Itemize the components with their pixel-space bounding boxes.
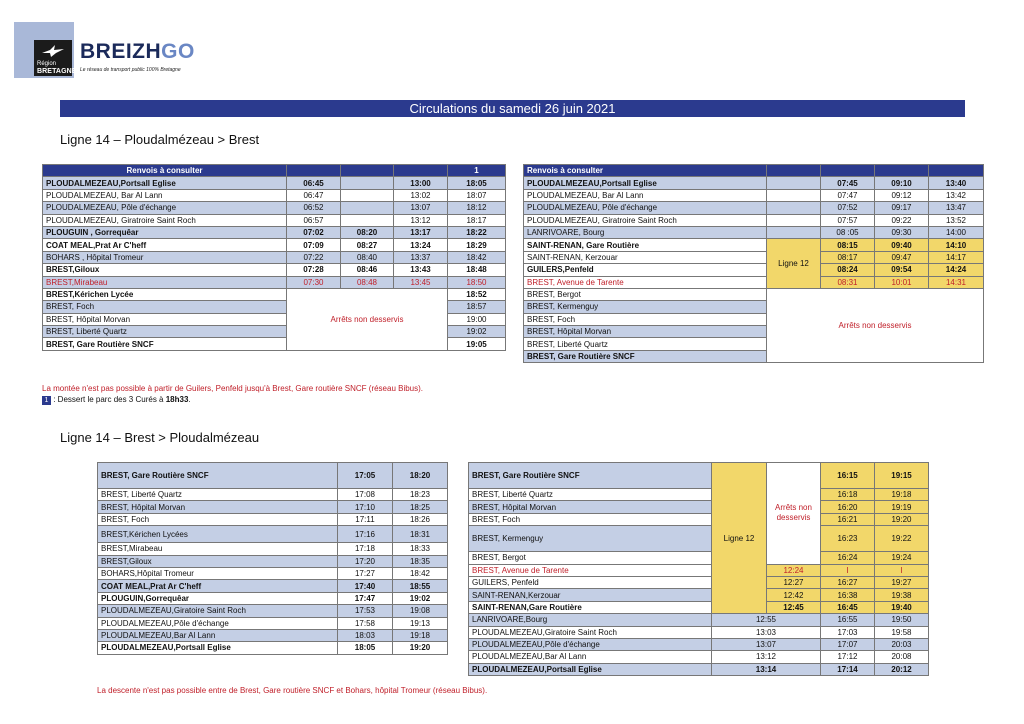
departure-time: 18:23 [393,489,448,501]
stop-name: BREST, Liberté Quartz [98,489,338,501]
departure-time: 08:46 [341,264,394,276]
table-row [469,601,929,613]
departure-time: 17:27 [338,567,393,579]
stop-name: PLOUDALMEZEAU,Portsall Eglise [524,177,767,189]
stop-name: BREST, Foch [43,301,287,313]
departure-time: 20:12 [875,663,929,675]
timetable-outbound-left [42,164,506,351]
table-row [524,189,984,201]
table-row [469,614,929,626]
stop-name: GUILERS,Penfeld [524,264,767,276]
departure-time: 07:45 [821,177,875,189]
table-header-row [98,463,448,489]
departure-time: 19:18 [875,489,929,501]
departure-time: 12:24 [767,564,821,576]
departure-time: 17:53 [338,605,393,617]
departure-time: 18:03 [338,629,393,641]
departure-time: 16:20 [821,501,875,513]
stop-name: BREST, Gare Routière SNCF [98,463,338,489]
departure-time: 07:30 [287,276,341,288]
stop-name: PLOUDALMEZEAU,Giratoire Saint Roch [469,626,712,638]
note-end: . [188,395,191,404]
departure-time: 17:03 [821,626,875,638]
stop-name: BREST, Gare Routière SNCF [43,338,287,350]
departure-time: 08:17 [821,251,875,263]
stop-name: BREST,Giloux [43,264,287,276]
departure-time: 17:18 [338,543,393,555]
table-cell [767,202,821,214]
table-cell [929,165,984,177]
departure-time: 18:17 [448,214,506,226]
stop-name: SAINT-RENAN,Kerzouar [469,589,712,601]
table-row [524,202,984,214]
stop-name: SAINT-RENAN, Kerzouar [524,251,767,263]
departure-time: 16:15 [821,463,875,489]
departure-time: 17:16 [338,526,393,543]
departure-time: 19:20 [393,642,448,654]
stop-name: BREST,Giloux [98,555,338,567]
table-row [98,489,448,501]
bird-icon [41,44,65,58]
table-cell [767,214,821,226]
stop-name: BREST,Mirabeau [43,276,287,288]
table-row [98,592,448,604]
departure-time: 19:18 [393,629,448,641]
note-dessert-parc [42,395,191,405]
departure-time: 09:17 [875,202,929,214]
departure-time: 07:22 [287,251,341,263]
footnote-badge: 1 [42,396,51,405]
departure-time: 16:23 [821,526,875,552]
departure-time: 18:25 [393,501,448,513]
table-row [43,239,506,251]
departure-time: 09:22 [875,214,929,226]
departure-time: 07:09 [287,239,341,251]
departure-time: 13:17 [394,226,448,238]
departure-time: 19:24 [875,552,929,564]
departure-time [341,202,394,214]
departure-time [341,177,394,189]
departure-time: 18:35 [393,555,448,567]
stop-name: BREST, Kermenguy [524,301,767,313]
departure-time: 19:15 [875,463,929,489]
table-cell [767,189,821,201]
departure-time: 08 :05 [821,226,875,238]
departure-time: 08:31 [821,276,875,288]
brand-part-b: GO [161,40,195,63]
departure-time: 13:40 [929,177,984,189]
departure-time: 19:05 [448,338,506,350]
departure-time: 19:50 [875,614,929,626]
departure-time: 13:07 [712,638,821,650]
departure-time: 08:48 [341,276,394,288]
table-row [524,177,984,189]
stop-name: BREST, Liberté Quartz [469,489,712,501]
stop-name: BREST, Gare Routière SNCF [524,350,767,362]
departure-time: 18:31 [393,526,448,543]
departure-time: 17:11 [338,513,393,525]
departure-time: 13:45 [394,276,448,288]
departure-time: 13:43 [394,264,448,276]
departure-time: 07:52 [821,202,875,214]
logo-region: BRETAGNE [37,68,77,75]
table-row [98,580,448,592]
stop-name: PLOUDALMEZEAU,Pôle d'échange [469,638,712,650]
stop-name: LANRIVOARE, Bourg [524,226,767,238]
stop-name: PLOUDALMEZEAU, Giratroire Saint Roch [43,214,287,226]
table-cell [287,165,341,177]
departure-time: 19:08 [393,605,448,617]
stop-name: BREST, Foch [469,513,712,525]
note-time: 18h33 [165,395,189,404]
departure-time: 13:37 [394,251,448,263]
table-row [43,251,506,263]
departure-time: 18:52 [448,288,506,300]
departure-time: 18:22 [448,226,506,238]
departure-time: 18:33 [393,543,448,555]
table-row [469,526,929,552]
departure-time: 13:12 [394,214,448,226]
departure-time: 14:10 [929,239,984,251]
departure-time: 13:00 [394,177,448,189]
departure-time: 19:22 [875,526,929,552]
stop-name: COAT MEAL,Prat Ar C'heff [43,239,287,251]
departure-time: 19:20 [875,513,929,525]
departure-time: 19:19 [875,501,929,513]
stop-name: PLOUGUIN,Gorrequêar [98,592,338,604]
page-title-banner: Circulations du samedi 26 juin 2021 [60,100,965,117]
departure-time: 19:13 [393,617,448,629]
stop-name: LANRIVOARE,Bourg [469,614,712,626]
table-row [43,214,506,226]
departure-time: 07:02 [287,226,341,238]
table-row [469,638,929,650]
departure-time: 18:12 [448,202,506,214]
brand-part-a: BREIZH [80,40,162,63]
table-row [43,288,506,300]
departure-time: 07:57 [821,214,875,226]
departure-time: 16:45 [821,601,875,613]
table-row [98,526,448,543]
table-row [469,626,929,638]
departure-time: 14:31 [929,276,984,288]
table-cell [394,165,448,177]
table-cell [341,165,394,177]
stop-name: PLOUDALMEZEAU,Bar Al Lann [98,629,338,641]
region-bretagne-logo [34,40,77,76]
note-alighting-restriction: La descente n'est pas possible entre de Brest, Gare routière SNCF et Bohars, hôpital Tromeur (réseau Bibus). [97,686,488,695]
departure-time: 17:47 [338,592,393,604]
departure-time: 18:55 [393,580,448,592]
departure-time: 17:14 [821,663,875,675]
departure-time: 18:42 [448,251,506,263]
departure-time: 19:38 [875,589,929,601]
departure-time: 09:54 [875,264,929,276]
stop-name: BOHARS , Hôpital Tromeur [43,251,287,263]
ligne-12-connection: Ligne 12 [712,463,767,614]
departure-time: 13:52 [929,214,984,226]
stop-name: BREST, Avenue de Tarente [524,276,767,288]
table-row [43,177,506,189]
departure-time: 12:55 [712,614,821,626]
table-header-row [524,165,984,177]
departure-time: 17:05 [338,463,393,489]
departure-time: 18:20 [393,463,448,489]
header-renvois: Renvois à consulter [43,165,287,177]
table-row [469,651,929,663]
departure-time: I [875,564,929,576]
departure-time: 06:47 [287,189,341,201]
stop-name: PLOUDALMEZEAU, Pôle d'échange [43,202,287,214]
note-text: : Dessert le parc des 3 Curés à [51,395,166,404]
stop-name: BREST, Bergot [524,288,767,300]
departure-time: 08:40 [341,251,394,263]
stop-name: BREST, Liberté Quartz [524,338,767,350]
departure-time: 16:27 [821,576,875,588]
departure-time: 19:00 [448,313,506,325]
departure-time: 13:03 [712,626,821,638]
table-header-row [43,165,506,177]
departure-time: 18:48 [448,264,506,276]
table-cell [875,165,929,177]
table-row [524,288,984,300]
non-served-stops-label: Arrêts non desservis [287,288,448,350]
departure-time: 06:45 [287,177,341,189]
table-row [43,189,506,201]
table-cell [767,177,821,189]
table-row [469,489,929,501]
departure-time: 20:03 [875,638,929,650]
departure-time: 14:00 [929,226,984,238]
stop-name: BREST, Foch [524,313,767,325]
table-row [469,589,929,601]
departure-time: 13:07 [394,202,448,214]
departure-time: 17:10 [338,501,393,513]
departure-time: 16:18 [821,489,875,501]
departure-time: 09:30 [875,226,929,238]
table-row [98,543,448,555]
table-row [469,663,929,675]
table-row [98,501,448,513]
departure-time: 10:01 [875,276,929,288]
stop-name: BREST,Mirabeau [98,543,338,555]
departure-time: 08:20 [341,226,394,238]
departure-time: 19:27 [875,576,929,588]
departure-time: 17:12 [821,651,875,663]
departure-time: 18:05 [448,177,506,189]
stop-name: PLOUDALMEZEAU,Pôle d'échange [98,617,338,629]
departure-time: 18:42 [393,567,448,579]
departure-time: 18:29 [448,239,506,251]
stop-name: PLOUDALMEZEAU, Pôle d'échange [524,202,767,214]
departure-time: 17:40 [338,580,393,592]
table-row [98,605,448,617]
stop-name: BREST, Foch [98,513,338,525]
stop-name: BREST, Hôpital Morvan [43,313,287,325]
departure-time: 17:08 [338,489,393,501]
table-row [98,642,448,654]
header-footnote-1: 1 [448,165,506,177]
table-row [469,564,929,576]
departure-time: 17:20 [338,555,393,567]
departure-time: I [821,564,875,576]
departure-time: 20:08 [875,651,929,663]
brand-tagline: Le réseau de transport public 100% Bretagne [80,67,181,73]
departure-time: 16:21 [821,513,875,525]
departure-time: 12:42 [767,589,821,601]
table-row [98,555,448,567]
stop-name: PLOUDALMEZEAU,Portsall Eglise [43,177,287,189]
stop-name: PLOUDALMEZEAU,Giratoire Saint Roch [98,605,338,617]
table-row [43,264,506,276]
timetable-outbound-right [523,164,984,363]
departure-time: 13:02 [394,189,448,201]
departure-time: 07:47 [821,189,875,201]
table-row [469,463,929,489]
non-served-stops-label: Arrêts non desservis [767,463,821,565]
brand-logo [80,40,195,64]
section-title-return: Ligne 14 – Brest > Ploudalmézeau [60,430,260,445]
stop-name: BREST, Hôpital Morvan [98,501,338,513]
departure-time [341,189,394,201]
table-row [98,567,448,579]
departure-time: 13:14 [712,663,821,675]
stop-name: GUILERS, Penfeld [469,576,712,588]
departure-time: 09:47 [875,251,929,263]
table-row [469,576,929,588]
departure-time: 09:12 [875,189,929,201]
departure-time: 16:38 [821,589,875,601]
departure-time: 13:47 [929,202,984,214]
timetable-return-right [468,462,929,676]
table-row [524,276,984,288]
table-row [469,552,929,564]
stop-name: PLOUDALMEZEAU,Portsall Eglise [469,663,712,675]
departure-time: 12:27 [767,576,821,588]
non-served-stops-label: Arrêts non desservis [767,288,984,362]
departure-time: 06:52 [287,202,341,214]
stop-name: PLOUDALMEZEAU,Bar Al Lann [469,651,712,663]
departure-time: 13:24 [394,239,448,251]
stop-name: PLOUDALMEZEAU, Giratroire Saint Roch [524,214,767,226]
stop-name: BREST, Gare Routière SNCF [469,463,712,489]
stop-name: BREST,Kérichen Lycée [43,288,287,300]
stop-name: PLOUDALMEZEAU,Portsall Eglise [98,642,338,654]
departure-time: 16:24 [821,552,875,564]
stop-name: BREST, Bergot [469,552,712,564]
table-row [469,513,929,525]
table-row [524,226,984,238]
departure-time: 19:40 [875,601,929,613]
table-row [524,239,984,251]
departure-time: 17:07 [821,638,875,650]
table-row [469,501,929,513]
departure-time: 18:26 [393,513,448,525]
table-row [524,214,984,226]
stop-name: BOHARS,Hôpital Tromeur [98,567,338,579]
departure-time: 16:55 [821,614,875,626]
timetable-return-left [97,462,448,655]
stop-name: BREST,Kérichen Lycées [98,526,338,543]
departure-time: 07:28 [287,264,341,276]
departure-time: 19:02 [393,592,448,604]
stop-name: BREST, Hôpital Morvan [524,326,767,338]
stop-name: BREST, Liberté Quartz [43,326,287,338]
departure-time: 12:45 [767,601,821,613]
table-row [43,202,506,214]
table-cell [767,226,821,238]
departure-time: 13:42 [929,189,984,201]
departure-time: 17:58 [338,617,393,629]
stop-name: COAT MEAL,Prat Ar C'heff [98,580,338,592]
departure-time: 18:07 [448,189,506,201]
departure-time: 18:50 [448,276,506,288]
table-cell [821,165,875,177]
departure-time: 08:27 [341,239,394,251]
stop-name: PLOUGUIN , Gorrequêar [43,226,287,238]
stop-name: PLOUDALMEZEAU, Bar Al Lann [43,189,287,201]
logo-region-small: Région [37,61,57,67]
departure-time: 13:12 [712,651,821,663]
stop-name: SAINT-RENAN, Gare Routière [524,239,767,251]
departure-time: 14:17 [929,251,984,263]
departure-time: 09:40 [875,239,929,251]
departure-time: 19:02 [448,326,506,338]
table-row [43,226,506,238]
departure-time: 08:15 [821,239,875,251]
table-cell [767,165,821,177]
stop-name: PLOUDALMEZEAU, Bar Al Lann [524,189,767,201]
departure-time: 18:57 [448,301,506,313]
ligne-12-connection: Ligne 12 [767,239,821,289]
table-row [524,251,984,263]
stop-name: BREST, Avenue de Tarente [469,564,712,576]
table-row [43,276,506,288]
note-boarding-restriction: La montée n'est pas possible à partir de Guilers, Penfeld jusqu'à Brest, Gare routière SNCF (réseau Bibus). [42,384,424,393]
stop-name: SAINT-RENAN,Gare Routière [469,601,712,613]
table-row [98,617,448,629]
stop-name: BREST, Kermenguy [469,526,712,552]
departure-time [341,214,394,226]
departure-time: 08:24 [821,264,875,276]
table-row [524,264,984,276]
departure-time: 09:10 [875,177,929,189]
departure-time: 18:05 [338,642,393,654]
header-renvois: Renvois à consulter [524,165,767,177]
departure-time: 14:24 [929,264,984,276]
stop-name: BREST, Hôpital Morvan [469,501,712,513]
departure-time: 06:57 [287,214,341,226]
section-title-outbound: Ligne 14 – Ploudalmézeau > Brest [60,132,260,147]
departure-time: 19:58 [875,626,929,638]
table-row [98,629,448,641]
table-row [98,513,448,525]
